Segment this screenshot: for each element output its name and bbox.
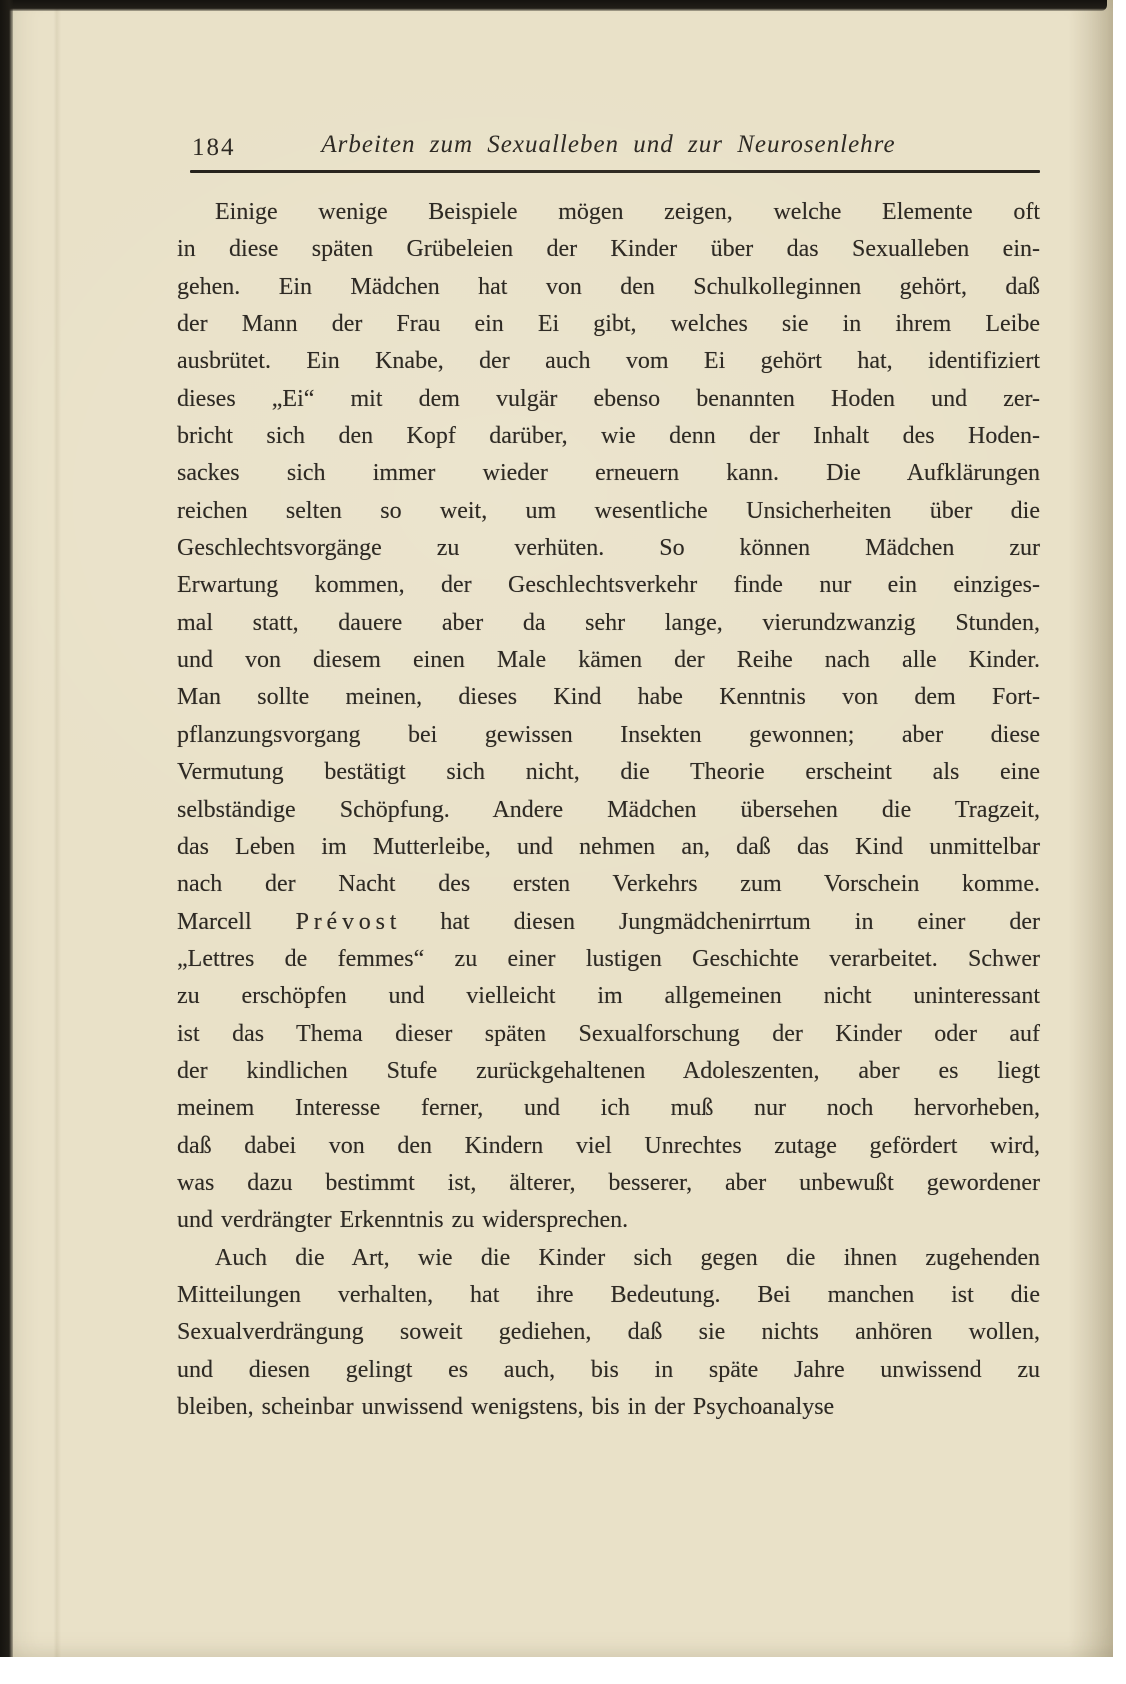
text-line: und verdrängter Erkenntnis zu widersprechen. — [177, 1207, 629, 1234]
text-line: Marcell P r é v o s t hat diesen Jungmädchenirrtum in einer der — [177, 908, 1040, 935]
text-line: „Lettres de femmes“ zu einer lustigen Geschichte verarbeitet. Schwer — [177, 945, 1040, 972]
text-line: gehen. Ein Mädchen hat von den Schulkolleginnen gehört, daß — [177, 273, 1040, 300]
header-rule — [190, 170, 1040, 173]
text-line: sackes sich immer wieder erneuern kann. Die Aufklärungen — [177, 460, 1040, 487]
text-line: der Mann der Frau ein Ei gibt, welches sie in ihrem Leibe — [177, 311, 1040, 338]
text-line: in diese späten Grübeleien der Kinder über das Sexualleben ein- — [177, 236, 1040, 263]
page-number: 184 — [192, 134, 236, 161]
text-line: bricht sich den Kopf darüber, wie denn der Inhalt des Hoden- — [177, 423, 1040, 450]
text-line: daß dabei von den Kindern viel Unrechtes zutage gefördert wird, — [177, 1132, 1040, 1159]
text-line: Auch die Art, wie die Kinder sich gegen die ihnen zugehenden — [215, 1244, 1040, 1271]
text-line: zu erschöpfen und vielleicht im allgemeinen nicht uninteressant — [177, 983, 1040, 1010]
text-line: Geschlechtsvorgänge zu verhüten. So können Mädchen zur — [177, 535, 1040, 562]
text-line: und von diesem einen Male kämen der Reihe nach alle Kinder. — [177, 647, 1040, 674]
text-line: pflanzungsvorgang bei gewissen Insekten gewonnen; aber diese — [177, 721, 1040, 748]
text-line: meinem Interesse ferner, und ich muß nur noch hervorheben, — [177, 1095, 1040, 1122]
text-line: Erwartung kommen, der Geschlechtsverkehr finde nur ein einziges- — [177, 572, 1040, 599]
paragraph — [177, 1240, 1040, 1427]
text-line: Vermutung bestätigt sich nicht, die Theorie erscheint als eine — [177, 759, 1040, 786]
text-line: der kindlichen Stufe zurückgehaltenen Adoleszenten, aber es liegt — [177, 1057, 1040, 1084]
text-line: Sexualverdrängung soweit gediehen, daß sie nichts anhören wollen, — [177, 1319, 1040, 1346]
text-line: Einige wenige Beispiele mögen zeigen, welche Elemente oft — [215, 199, 1040, 225]
scan-edge-left — [0, 0, 13, 1657]
text-line: Mitteilungen verhalten, hat ihre Bedeutung. Bei manchen ist die — [177, 1281, 1040, 1308]
text-block — [177, 194, 1040, 1426]
text-line: mal statt, dauere aber da sehr lange, vierundzwanzig Stunden, — [177, 609, 1040, 636]
text-line: was dazu bestimmt ist, älterer, besserer, aber unbewußt gewordener — [177, 1169, 1040, 1196]
scan-edge-top — [0, 0, 1107, 11]
running-title: Arbeiten zum Sexualleben und zur Neurosenlehre — [321, 131, 896, 158]
text-line: reichen selten so weit, um wesentliche Unsicherheiten über die — [177, 497, 1040, 524]
text-line: und diesen gelingt es auch, bis in späte Jahre unwissend zu — [177, 1356, 1040, 1383]
text-line: das Leben im Mutterleibe, und nehmen an, daß das Kind unmittelbar — [177, 833, 1040, 860]
text-line: ausbrütet. Ein Knabe, der auch vom Ei gehört hat, identifiziert — [177, 348, 1040, 375]
text-line: selbständige Schöpfung. Andere Mädchen übersehen die Tragzeit, — [177, 796, 1040, 823]
text-line: ist das Thema dieser späten Sexualforschung der Kinder oder auf — [177, 1020, 1040, 1047]
text-line: nach der Nacht des ersten Verkehrs zum Vorschein komme. — [177, 871, 1040, 898]
text-line: dieses „Ei“ mit dem vulgär ebenso benannten Hoden und zer- — [177, 385, 1040, 412]
text-line: Man sollte meinen, dieses Kind habe Kenntnis von dem Fort- — [177, 684, 1040, 711]
paragraph — [177, 194, 1040, 1240]
text-line: bleiben, scheinbar unwissend wenigstens, bis in der Psychoanalyse — [177, 1394, 835, 1420]
